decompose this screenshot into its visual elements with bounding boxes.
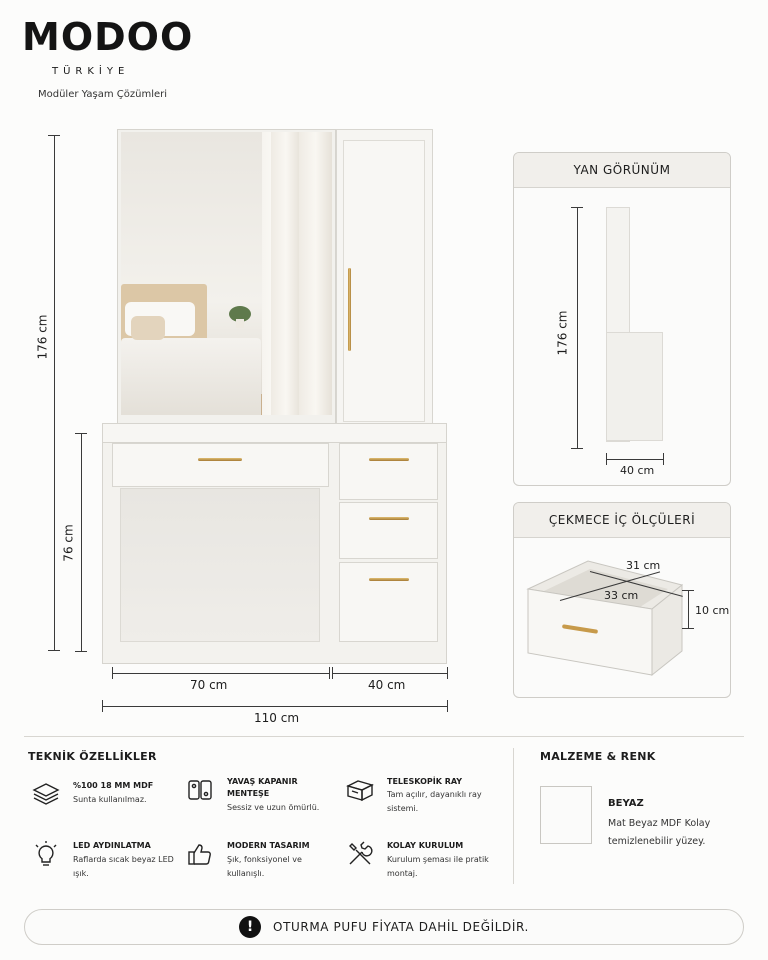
hinge-icon <box>186 776 214 804</box>
feature-mdf: %100 18 MM MDF Sunta kullanılmaz. <box>32 780 182 820</box>
material-description: Mat Beyaz MDF Kolay temizlenebilir yüzey. <box>608 818 711 847</box>
side-drawer-2 <box>339 502 438 559</box>
feature-rail: TELESKOPİK RAY Tam açılır, dayanıklı ray sistemi. <box>346 776 496 820</box>
drawer-width-label: 31 cm <box>626 559 661 572</box>
cabinet-handle <box>348 268 351 351</box>
knee-space <box>120 488 320 642</box>
brand-logo: MODOO <box>22 15 194 59</box>
knee-width-label: 70 cm <box>190 678 228 692</box>
drawer-unit-width-label: 40 cm <box>368 678 406 692</box>
mirror-reflection <box>121 132 332 415</box>
drawer-height-label: 10 cm <box>695 604 730 617</box>
layers-icon <box>32 780 60 808</box>
tools-icon <box>346 840 374 868</box>
total-height-label: 176 cm <box>35 314 50 360</box>
feature-design: MODERN TASARIM Şık, fonksiyonel ve kullanışlı. <box>186 840 336 884</box>
desk-drawer <box>112 443 329 487</box>
notice-text: OTURMA PUFU FİYATA DAHİL DEĞİLDİR. <box>273 920 529 934</box>
side-drawer-1 <box>339 443 438 500</box>
notice-bar <box>24 909 744 945</box>
desk-top <box>102 423 447 443</box>
material-title: MALZEME & RENK <box>540 750 656 763</box>
brand-subtitle: TÜRKİYE <box>52 66 130 77</box>
side-view-title: YAN GÖRÜNÜM <box>514 153 730 188</box>
side-height-label: 176 cm <box>555 310 570 356</box>
feature-led: LED AYDINLATMA Raflarda sıcak beyaz LED ışık. <box>32 840 182 884</box>
side-depth-label: 40 cm <box>620 464 655 477</box>
cabinet-door <box>343 140 425 422</box>
exclamation-icon: ! <box>239 916 261 938</box>
lightbulb-icon <box>32 840 60 868</box>
section-divider <box>24 736 744 737</box>
feature-hinge: YAVAŞ KAPANIR MENTEŞE Sessiz ve uzun ömürlü. <box>186 776 336 820</box>
brand-tagline: Modüler Yaşam Çözümleri <box>38 89 168 100</box>
drawer-depth-label: 33 cm <box>604 589 639 602</box>
drawer-isometric <box>522 555 722 685</box>
color-swatch <box>540 786 592 844</box>
thumbs-up-icon <box>186 840 214 868</box>
feature-installation: KOLAY KURULUM Kurulum şeması ile pratik montaj. <box>346 840 496 884</box>
features-title: TEKNİK ÖZELLİKLER <box>28 750 157 763</box>
side-view-desk <box>606 332 663 441</box>
total-width-label: 110 cm <box>254 711 300 725</box>
side-drawer-3 <box>339 562 438 642</box>
drawer-rail-icon <box>346 776 374 804</box>
column-divider <box>513 748 514 884</box>
drawer-inner-title: ÇEKMECE İÇ ÖLÇÜLERİ <box>514 503 730 538</box>
material-color-name: BEYAZ <box>608 798 644 809</box>
desk-height-label: 76 cm <box>61 524 76 562</box>
